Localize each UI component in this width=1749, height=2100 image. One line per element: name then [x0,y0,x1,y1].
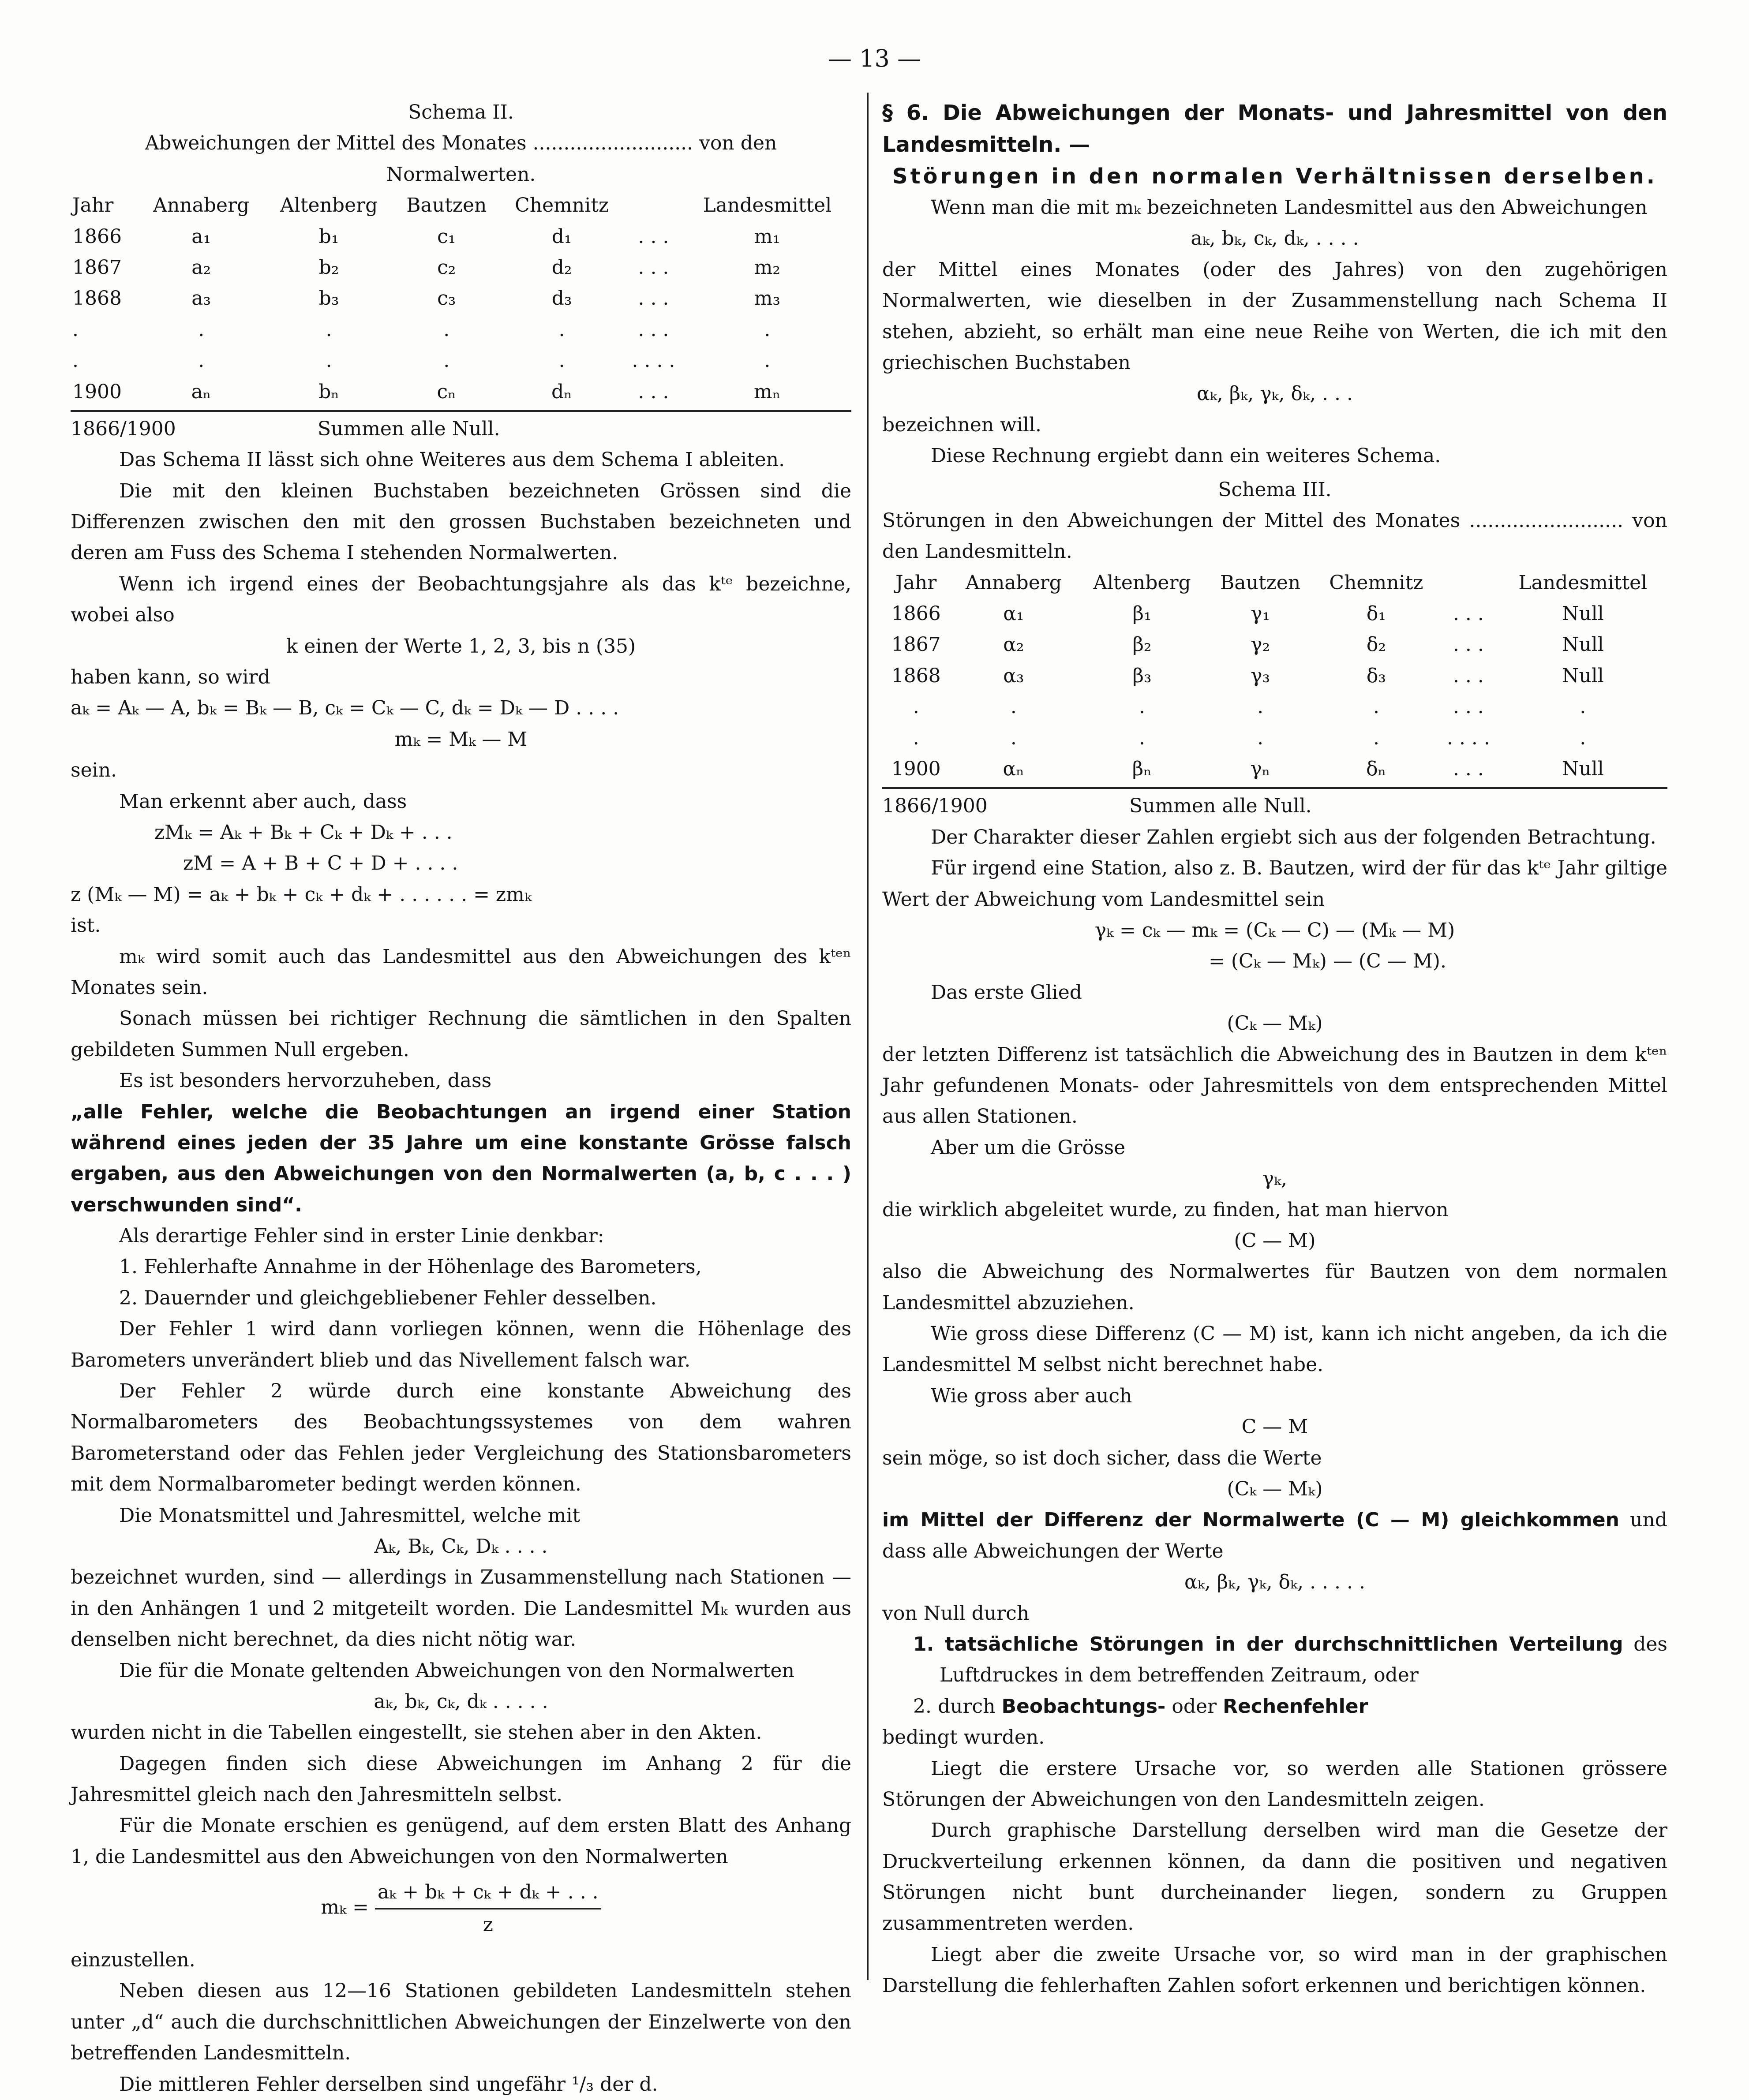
table-row [882,629,1667,660]
emphasis-paragraph: „alle Fehler, welche die Beobachtungen an irgend einer Station während eines jeden der 35 Jahre um eine konstante Grösse falsch ergaben, aus den Abweichungen von den Normalwerten (a, b, c . . . ) verschwunden sind“. [71,1100,851,1216]
section-heading-subtitle: Störungen in den normalen Verhältnissen derselben. [892,164,1657,189]
cell: . [558,349,565,372]
paragraph: einzustellen. [71,1949,195,1972]
paragraph: Der Fehler 1 wird dann vorliegen können, wenn die Höhenlage des Barometers unverändert blieb und das Nivellement falsch war. [71,1318,851,1371]
th: Annaberg [153,194,250,217]
cell: . . . [1453,633,1484,656]
equation: mₖ = Mₖ — M [394,728,528,751]
cell: c₂ [437,256,456,279]
cell: . [1373,726,1379,749]
cell: δ₃ [1366,664,1386,687]
equation: (Cₖ — Mₖ) [1227,1478,1323,1501]
cell: . [1257,726,1264,749]
table-row [882,598,1667,629]
footer-text: Summen alle Null. [1129,795,1312,818]
list-item [882,1691,1667,1722]
equation: k einen der Werte 1, 2, 3, bis n (35) [286,635,636,658]
paragraph-text: und dass alle Abweichungen der Werte [882,1509,1667,1562]
cell: β₁ [1132,602,1152,625]
cell: a₂ [191,256,211,279]
list-item [882,1629,1667,1691]
paragraph: Für irgend eine Station, also z. B. Bautzen, wird der für das kᵗᵉ Jahr giltige Wert der Abweichung vom Landesmittel sein [882,857,1667,911]
schema3-caption: Störungen in den Abweichungen der Mittel des Monates ......................... von den Landesmitteln. [882,509,1667,563]
emphasis-text: im Mittel der Differenz der Normalwerte (C — M) gleichkommen [882,1509,1619,1532]
cell: δ₂ [1366,633,1386,656]
cell: . [913,695,919,718]
list-item: 2. Dauernder und gleichgebliebener Fehler desselben. [119,1286,657,1309]
th: Chemnitz [515,194,609,217]
list-item-text: des Luftdruckes in dem betreffenden Zeitraum, oder [940,1633,1667,1687]
fraction [375,1877,601,1940]
paragraph: Das Schema II lässt sich ohne Weiteres aus dem Schema I ableiten. [119,448,785,471]
cell: . [764,349,771,372]
cell: Null [1562,664,1604,687]
paragraph: Als derartige Fehler sind in erster Linie denkbar: [119,1225,604,1248]
paragraph: Das erste Glied [931,981,1082,1004]
cell: d₁ [551,225,572,248]
paragraph: Wie gross diese Differenz (C — M) ist, kann ich nicht angeben, da ich die Landesmittel M selbst nicht berechnet habe. [882,1323,1667,1376]
paragraph: haben kann, so wird [71,666,270,689]
schema2-footer [71,414,851,445]
paragraph: Der Fehler 2 würde durch eine konstante Abweichung des Normalbarometers des Beobachtungssystemes von dem wahren Barometerstand oder das Fehlen jeder Vergleichung des Stationsbarometers mit dem Normalbarometer bedingt werden können. [71,1380,851,1496]
cell: . [443,349,450,372]
fraction-numerator: aₖ + bₖ + cₖ + dₖ + . . . [375,1877,601,1909]
cell: Null [1562,758,1604,781]
cell: Null [1562,633,1604,656]
cell: aₙ [191,380,211,403]
cell: 1867 [891,633,941,656]
paragraph: der letzten Differenz ist tatsächlich die Abweichung des in Bautzen in dem kᵗᵉⁿ Jahr gefundenen Monats- oder Jahresmittels von dem entsprechenden Mittel aus allen Stationen. [882,1043,1667,1128]
table-row [71,283,851,314]
cell: . . . [1453,664,1484,687]
cell: a₃ [191,287,211,310]
paragraph: von Null durch [882,1602,1030,1625]
th: Altenberg [1093,571,1191,594]
equation: aₖ = Aₖ — A, bₖ = Bₖ — B, cₖ = Cₖ — C, dₖ = Dₖ — D . . . . [71,697,619,720]
cell: . [1010,726,1017,749]
paragraph: Wenn man die mit mₖ bezeichneten Landesmittel aus den Abweichungen [931,196,1648,219]
paragraph: Sonach müssen bei richtiger Rechnung die sämtlichen in den Spalten gebildeten Summen Null ergeben. [71,1007,851,1061]
cell: 1866 [72,225,122,248]
schema2-title: Schema II. [408,101,514,123]
paragraph: Liegt aber die zweite Ursache vor, so wird man in der graphischen Darstellung die fehlerhaften Zahlen sofort erkennen und berichtigen können. [882,1943,1667,1997]
cell: γ₃ [1251,664,1270,687]
schema3-table [882,568,1667,785]
equation: aₖ, bₖ, cₖ, dₖ, . . . . [1191,227,1359,250]
table-row [71,252,851,283]
table-rule [882,787,1667,789]
cell: . . . [1453,602,1484,625]
cell: 1866 [891,602,941,625]
th: Jahr [895,571,937,594]
th: Annaberg [965,571,1062,594]
table-row [71,314,851,345]
cell: b₃ [318,287,339,310]
paragraph: mₖ wird somit auch das Landesmittel aus den Abweichungen des kᵗᵉⁿ Monates sein. [71,945,851,999]
th: Jahr [72,194,114,217]
table-row [71,345,851,376]
cell: c₃ [437,287,456,310]
cell: d₂ [551,256,572,279]
footer-range: 1866/1900 [882,795,988,818]
equation: zMₖ = Aₖ + Bₖ + Cₖ + Dₖ + . . . [154,821,453,844]
cell: c₁ [437,225,456,248]
paragraph: der Mittel eines Monates (oder des Jahres) von den zugehörigen Normalwerten, wie dieselben in der Zusammenstellung nach Schema II stehen, abzieht, so erhält man eine neue Reihe von Werten, die ich mit den griechischen Buchstaben [882,258,1667,374]
cell: 1867 [72,256,122,279]
cell: dₙ [551,380,573,403]
table-row [882,754,1667,785]
paragraph: die wirklich abgeleitet wurde, zu finden, hat man hiervon [882,1198,1449,1221]
paragraph: Die Monatsmittel und Jahresmittel, welche mit [119,1504,581,1527]
paragraph: Wenn ich irgend eines der Beobachtungsjahre als das kᵗᵉ bezeichne, wobei also [71,572,851,627]
paragraph: Liegt die erstere Ursache vor, so werden alle Stationen grössere Störungen der Abweichungen von den Landesmitteln zeigen. [882,1757,1667,1811]
equation: aₖ, bₖ, cₖ, dₖ . . . . . [374,1690,548,1713]
cell: . [1139,695,1145,718]
equation: γₖ = cₖ — mₖ = (Cₖ — C) — (Mₖ — M) [1094,919,1455,942]
table-row [882,723,1667,754]
equation: αₖ, βₖ, γₖ, δₖ, . . . . . [1184,1571,1365,1594]
paragraph: bezeichnen will. [882,413,1042,436]
paragraph: bedingt wurden. [882,1726,1045,1749]
cell: . [1580,726,1586,749]
paragraph [882,1505,1667,1567]
cell: γ₁ [1251,602,1270,625]
cell: . [443,318,450,341]
left-column [71,97,851,2100]
cell: . . . [1453,695,1484,718]
paragraph: Neben diesen aus 12—16 Stationen gebildeten Landesmitteln stehen unter „d“ auch die durchschnittlichen Abweichungen der Einzelwerte von den betreffenden Landesmitteln. [71,1980,851,2065]
th: Landesmittel [703,194,832,217]
cell: d₃ [551,287,572,310]
equation: αₖ, βₖ, γₖ, δₖ, . . . [1197,382,1353,405]
table-row [882,691,1667,722]
paragraph: Es ist besonders hervorzuheben, dass [119,1069,492,1092]
footer-range: 1866/1900 [71,417,176,440]
equation: Aₖ, Bₖ, Cₖ, Dₖ . . . . [374,1535,548,1558]
th [624,190,683,221]
equation: z (Mₖ — M) = aₖ + bₖ + cₖ + dₖ + . . . . . . = zmₖ [71,883,532,906]
cell: . [764,318,771,341]
th: Bautzen [1220,571,1301,594]
schema3-header-row [882,568,1667,598]
fraction-lhs: mₖ = [321,1896,369,1919]
cell: 1868 [891,664,941,687]
paragraph: also die Abweichung des Normalwertes für Bautzen von dem normalen Landesmittel abzuziehen. [882,1260,1667,1314]
right-column [882,97,1667,2002]
equation: (Cₖ — Mₖ) [1227,1012,1323,1035]
cell: . [72,349,79,372]
paragraph: Durch graphische Darstellung derselben wird man die Gesetze der Druckverteilung erkennen können, da dann die positiven und negativen Störungen nicht bunt durcheinander liegen, sondern zu Gruppen zusammentreten werden. [882,1819,1667,1935]
cell: . [198,349,205,372]
equation: (C — M) [1234,1229,1316,1252]
paragraph: sein. [71,759,117,782]
cell: 1900 [72,380,122,403]
paragraph: wurden nicht in die Tabellen eingestellt, sie stehen aber in den Akten. [71,1721,762,1744]
cell: m₃ [754,287,781,310]
cell: . [1373,695,1379,718]
cell: . . . [1453,758,1484,781]
equation: = (Cₖ — Mₖ) — (C — M). [1209,950,1446,973]
cell: αₙ [1003,758,1025,781]
paragraph: Für die Monate erschien es genügend, auf dem ersten Blatt des Anhang 1, die Landesmittel aus den Abweichungen von den Normalwerten [71,1814,851,1868]
page-number: — 13 — [828,45,921,72]
cell: γₙ [1250,758,1270,781]
list-item-text: 2. durch [913,1695,996,1718]
list-item-bold: 1. tatsächliche Störungen in der durchschnittlichen Verteilung [913,1633,1623,1655]
fraction-equation [71,1877,851,1940]
list-item-bold: Rechenfehler [1223,1695,1368,1718]
table-rule [71,410,851,412]
paragraph: Man erkennt aber auch, dass [119,790,407,813]
equation: C — M [1241,1416,1308,1439]
cell: mₙ [754,380,781,403]
paragraph: Die mittleren Fehler derselben sind ungefähr ¹/₃ der d. [119,2073,658,2096]
paragraph: Der Charakter dieser Zahlen ergiebt sich aus der folgenden Betrachtung. [931,826,1656,848]
cell: . [1580,695,1586,718]
cell: . [1010,695,1017,718]
cell: b₁ [318,225,339,248]
cell: . . . [638,256,669,279]
cell: Null [1562,602,1604,625]
th: Chemnitz [1329,571,1423,594]
column-divider [867,93,869,1980]
cell: . . . [638,225,669,248]
cell: . [326,349,332,372]
th: Landesmittel [1518,571,1648,594]
cell: bₙ [318,380,340,403]
cell: . . . [638,380,669,403]
cell: . [1257,695,1264,718]
cell: . [326,318,332,341]
th [1438,568,1498,598]
schema2-table [71,190,851,407]
cell: m₁ [754,225,781,248]
cell: . . . . [1446,726,1490,749]
cell: . . . [638,318,669,341]
equation: zM = A + B + C + D + . . . . [183,852,458,875]
cell: cₙ [437,380,457,403]
schema2-caption: Abweichungen der Mittel des Monates .......................... von den Normalwerten. [145,132,777,186]
cell: β₃ [1132,664,1152,687]
th: Bautzen [406,194,487,217]
cell: 1868 [72,287,122,310]
paragraph: Wie gross aber auch [931,1384,1132,1407]
schema2-header-row [71,190,851,221]
cell: α₂ [1003,633,1024,656]
cell: . [198,318,205,341]
cell: . . . . [632,349,675,372]
table-row [71,221,851,252]
cell: . . . [638,287,669,310]
paragraph: Dagegen finden sich diese Abweichungen im Anhang 2 für die Jahresmittel gleich nach den Jahresmitteln selbst. [71,1752,851,1806]
cell: a₁ [191,225,211,248]
cell: γ₂ [1251,633,1270,656]
list-item-text: oder [1172,1695,1217,1718]
section-heading: § 6. Die Abweichungen der Monats- und Jahresmittel von den Landesmitteln. — [882,101,1667,157]
cell: 1900 [891,758,941,781]
paragraph: Diese Rechnung ergiebt dann ein weiteres Schema. [931,445,1441,467]
table-row [882,661,1667,691]
cell: α₃ [1003,664,1024,687]
cell: . [1139,726,1145,749]
cell: β₂ [1132,633,1152,656]
paragraph: ist. [71,914,101,937]
schema3-title: Schema III. [1218,478,1332,501]
footer-text: Summen alle Null. [318,417,500,440]
cell: m₂ [754,256,781,279]
cell: . [558,318,565,341]
paragraph: Aber um die Grösse [931,1136,1126,1159]
paragraph: Die für die Monate geltenden Abweichungen von den Normalwerten [119,1659,794,1682]
cell: δ₁ [1366,602,1386,625]
cell: δₙ [1366,758,1386,781]
schema3-footer [882,791,1667,822]
cell: α₁ [1003,602,1024,625]
paragraph: sein möge, so ist doch sicher, dass die Werte [882,1446,1322,1469]
list-item: 1. Fehlerhafte Annahme in der Höhenlage des Barometers, [119,1256,702,1278]
cell: . [913,726,919,749]
cell: b₂ [318,256,339,279]
table-row [71,377,851,407]
paragraph: Die mit den kleinen Buchstaben bezeichneten Grössen sind die Differenzen zwischen den mit den grossen Buchstaben bezeichneten und deren am Fuss des Schema I stehenden Normalwerten. [71,479,851,564]
th: Altenberg [280,194,378,217]
list-item-bold: Beobachtungs- [1001,1695,1166,1718]
cell: . [72,318,79,341]
fraction-denominator: z [483,1913,493,1936]
equation: γₖ, [1262,1167,1288,1190]
paragraph: bezeichnet wurden, sind — allerdings in Zusammenstellung nach Stationen — in den Anhängen 1 und 2 mitgeteilt worden. Die Landesmittel Mₖ wurden aus denselben nicht berechnet, da dies nicht nötig war. [71,1566,851,1651]
cell: βₙ [1132,758,1152,781]
